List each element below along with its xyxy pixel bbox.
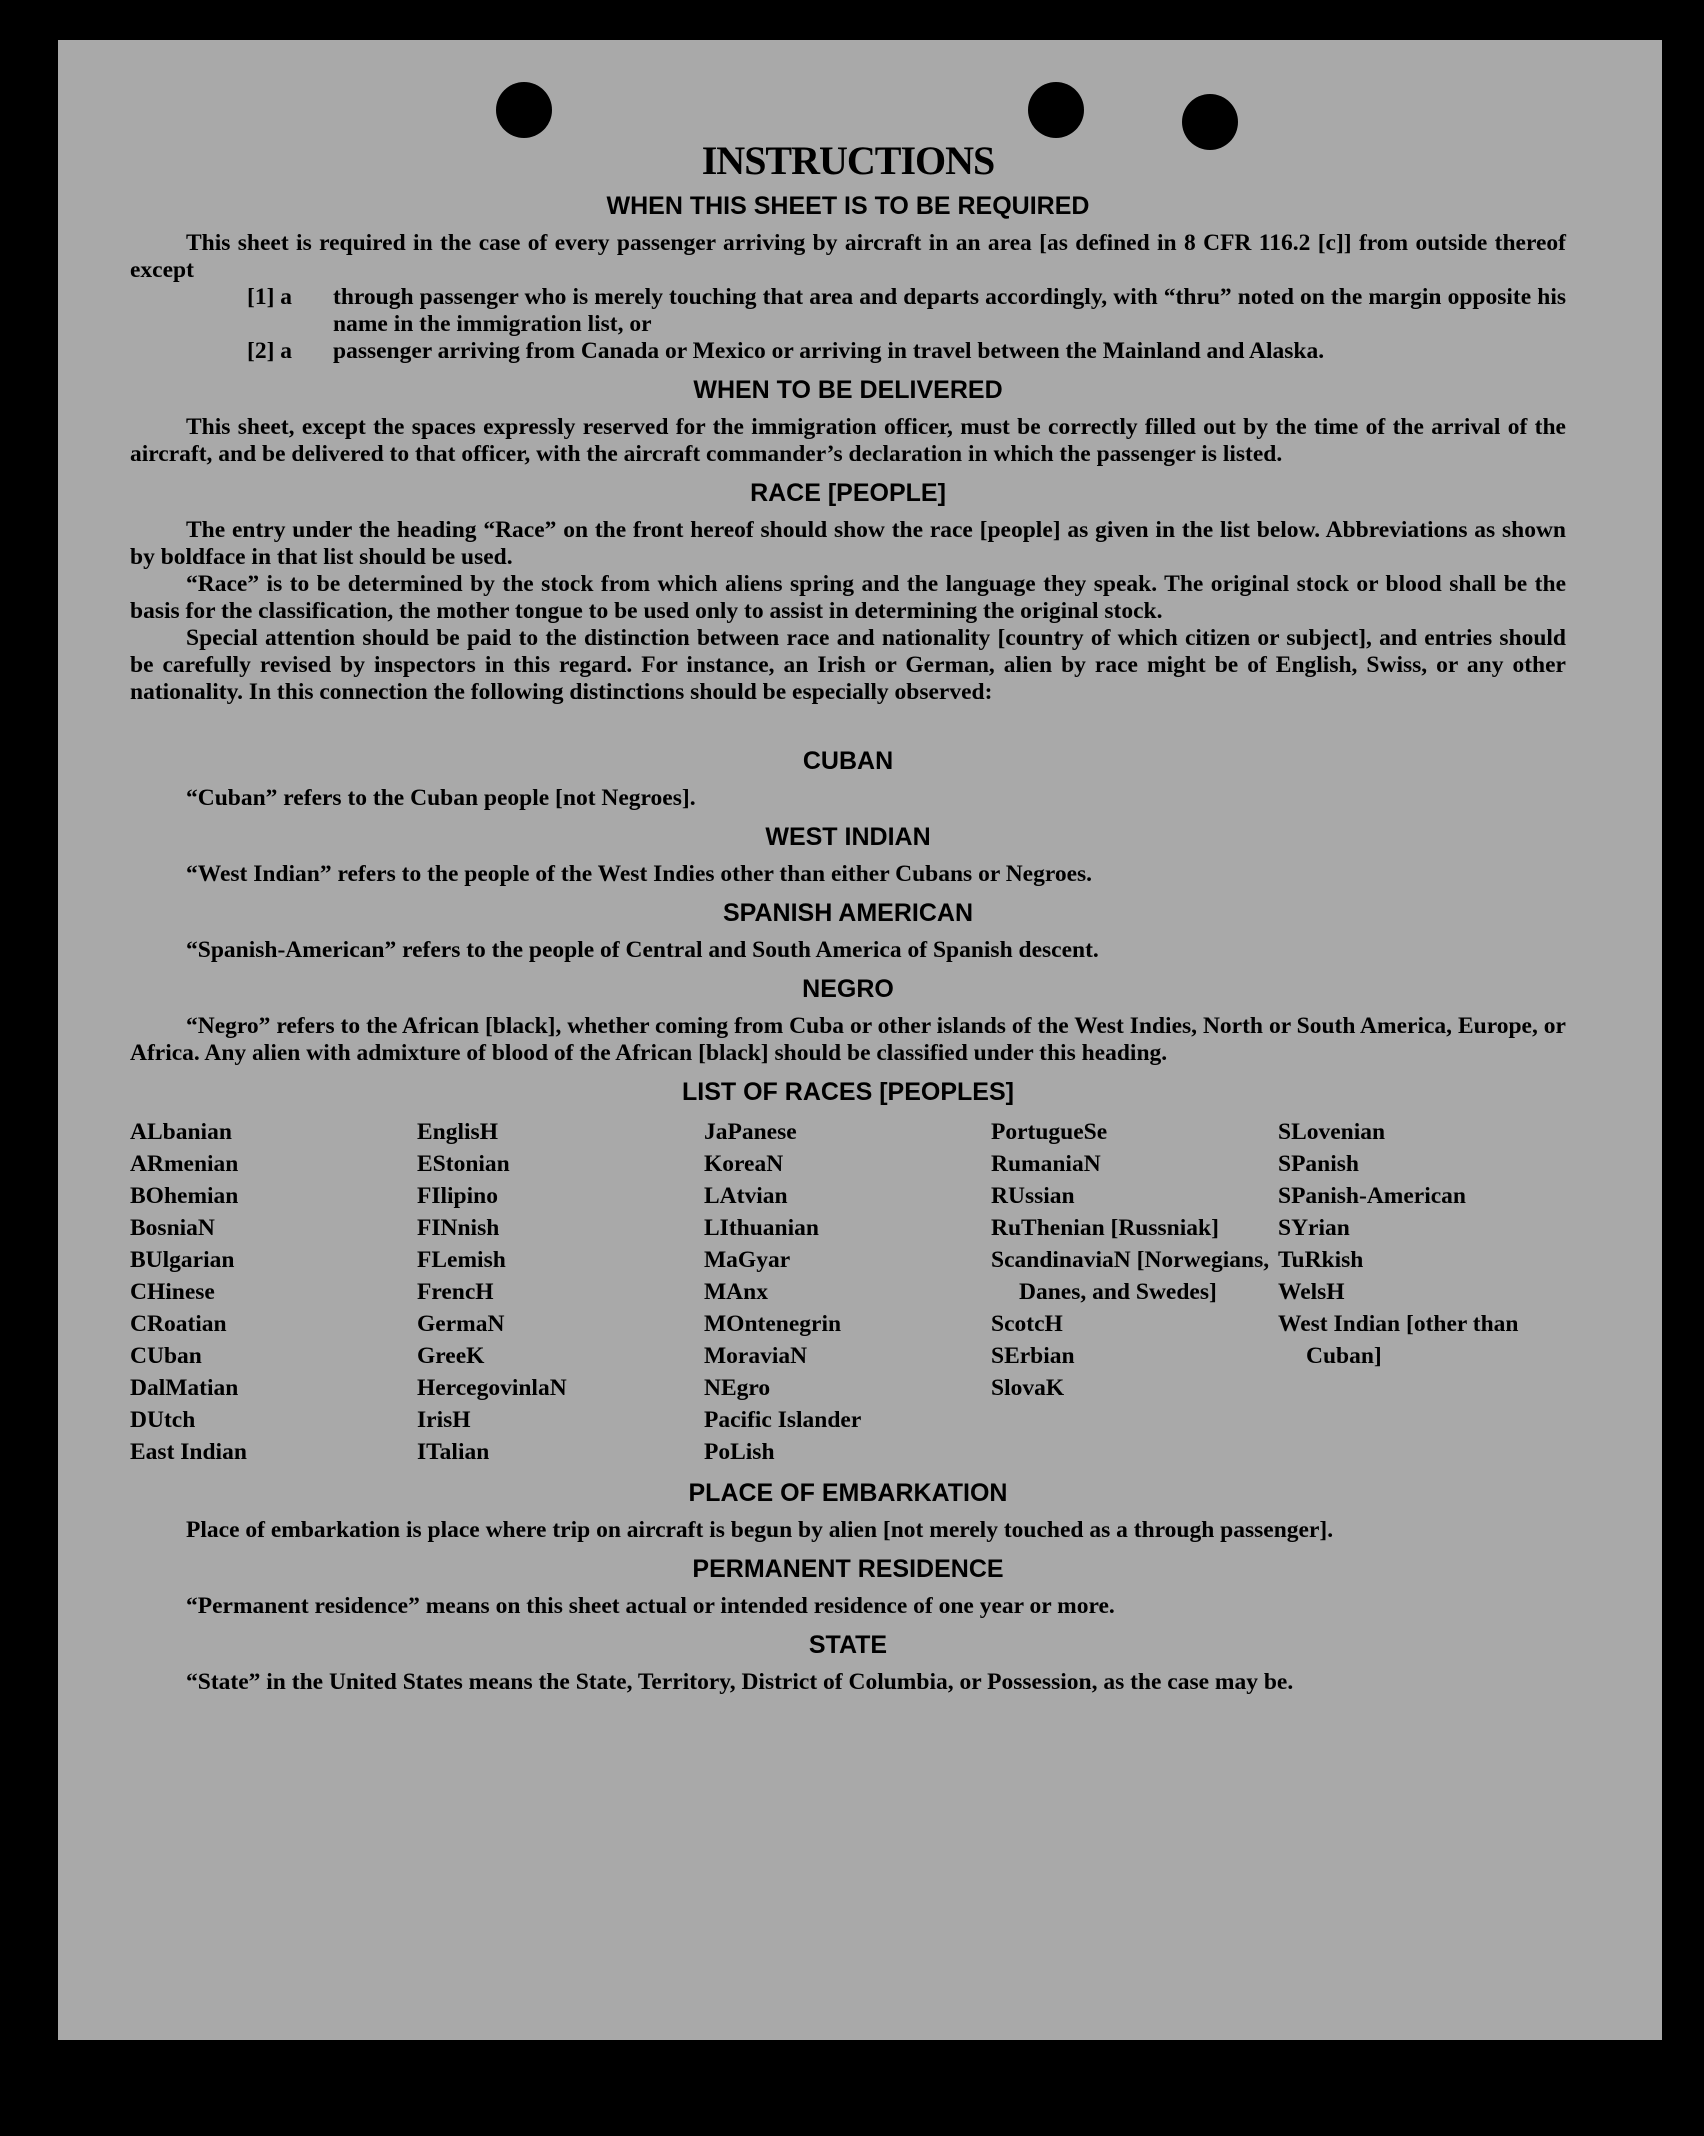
punch-hole-left <box>496 82 552 138</box>
spacer <box>130 706 1566 736</box>
race-item: IrisH <box>417 1407 471 1433</box>
cuban-text: “Cuban” refers to the Cuban people [not Negroes]. <box>186 785 696 811</box>
race-item: RUssian <box>991 1183 1075 1209</box>
race-item: BosniaN <box>130 1215 215 1241</box>
state-text: “State” in the United States means the State, Territory, District of Columbia, or Possession, as the case may be. <box>186 1669 1294 1695</box>
race-item: EnglisH <box>417 1119 498 1145</box>
race-item: FLemish <box>417 1247 506 1273</box>
heading-state: STATE <box>808 1631 888 1659</box>
race-item: DUtch <box>130 1407 196 1433</box>
exception-item-2 <box>247 338 1566 365</box>
race-item: SYrian <box>1278 1215 1350 1241</box>
race-item: NEgro <box>704 1375 771 1401</box>
exception-text: passenger arriving from Canada or Mexico or arriving in travel between the Mainland and Alaska. <box>333 338 1325 364</box>
race-item: LIthuanian <box>704 1215 819 1241</box>
heading-cuban: CUBAN <box>802 747 894 775</box>
exception-item-1 <box>247 284 1566 338</box>
race-item: West Indian [other than Cuban] <box>1278 1311 1519 1369</box>
race-item: FIlipino <box>417 1183 498 1209</box>
race-item: FINnish <box>417 1215 500 1241</box>
negro-text: “Negro” refers to the African [black], whether coming from Cuba or other islands of the West Indies, North or South America, Europe, or Africa. Any alien with admixture of blood of the African [black] should be classified under this heading. <box>130 1013 1566 1066</box>
heading-spanish-american: SPANISH AMERICAN <box>722 899 973 927</box>
race-item: MoraviaN <box>704 1343 808 1369</box>
race-item: EStonian <box>417 1151 510 1177</box>
race-item: MOntenegrin <box>704 1311 842 1337</box>
race-item: TuRkish <box>1278 1247 1364 1273</box>
race-item: ScotcH <box>991 1311 1063 1337</box>
race-column-2 <box>417 1116 704 1468</box>
race-item: SlovaK <box>991 1375 1065 1401</box>
race-paragraph-3: Special attention should be paid to the distinction between race and nationality [country of which citizen or subject], and entries should be carefully revised by inspectors in this regard. For instance, an Irish or German, alien by race might be of English, Swiss, or any other nationality. In this connection the following distinctions should be especially observed: <box>130 625 1566 705</box>
race-item: CUban <box>130 1343 202 1369</box>
heading-negro: NEGRO <box>802 975 894 1003</box>
race-item: WelsH <box>1278 1279 1345 1305</box>
race-paragraph-1: The entry under the heading “Race” on the front hereof should show the race [people] as given in the list below. Abbreviations as shown by boldface in that list should be used. <box>130 517 1566 570</box>
punch-hole-center <box>1028 82 1084 138</box>
heading-west-indian: WEST INDIAN <box>765 823 931 851</box>
race-item: Pacific Islander <box>704 1407 862 1433</box>
document-sheet <box>58 40 1662 2040</box>
race-item: LAtvian <box>704 1183 788 1209</box>
exception-number: [1] a <box>247 284 293 310</box>
permanent-residence-text: “Permanent residence” means on this sheet actual or intended residence of one year or more. <box>186 1593 1115 1619</box>
race-column-3 <box>704 1116 991 1468</box>
race-paragraph-2: “Race” is to be determined by the stock from which aliens spring and the language they speak. The original stock or blood shall be the basis for the classification, the mother tongue to be used only to assist in determining the original stock. <box>130 571 1566 624</box>
race-item: FrencH <box>417 1279 494 1305</box>
race-item: JaPanese <box>704 1119 797 1145</box>
spanish-american-text: “Spanish-American” refers to the people of Central and South America of Spanish descent. <box>186 937 1099 963</box>
race-column-1 <box>130 1116 417 1468</box>
exception-text: through passenger who is merely touching that area and departs accordingly, with “thru” noted on the margin opposite his name in the immigration list, or <box>333 284 1566 337</box>
race-item: PoLish <box>704 1439 775 1465</box>
heading-permanent-residence: PERMANENT RESIDENCE <box>692 1555 1004 1583</box>
race-list <box>130 1116 1566 1468</box>
race-item: SPanish <box>1278 1151 1359 1177</box>
when-required-intro: This sheet is required in the case of every passenger arriving by aircraft in an area [as defined in 8 CFR 116.2 [c]] from outside thereof except <box>130 230 1566 283</box>
page-title: INSTRUCTIONS <box>701 138 995 183</box>
race-item: BUlgarian <box>130 1247 235 1273</box>
race-item: SErbian <box>991 1343 1075 1369</box>
race-item: CHinese <box>130 1279 215 1305</box>
race-item: SPanish-American <box>1278 1183 1466 1209</box>
west-indian-text: “West Indian” refers to the people of the West Indies other than either Cubans or Negroes. <box>186 861 1093 887</box>
race-item: East Indian <box>130 1439 247 1465</box>
race-item: PortugueSe <box>991 1119 1108 1145</box>
race-item: GermaN <box>417 1311 505 1337</box>
heading-when-required: WHEN THIS SHEET IS TO BE REQUIRED <box>606 192 1090 220</box>
race-item: RumaniaN <box>991 1151 1101 1177</box>
race-item: KoreaN <box>704 1151 784 1177</box>
race-item: ScandinaviaN [Norwegians, Danes, and Swedes] <box>991 1247 1270 1305</box>
race-item: GreeK <box>417 1343 485 1369</box>
heading-list-of-races: LIST OF RACES [PEOPLES] <box>682 1078 1014 1106</box>
race-item: BOhemian <box>130 1183 239 1209</box>
race-item: RuThenian [Russniak] <box>991 1215 1219 1241</box>
race-item: CRoatian <box>130 1311 227 1337</box>
race-column-4 <box>991 1116 1278 1468</box>
race-item: ITalian <box>417 1439 490 1465</box>
race-item: MaGyar <box>704 1247 791 1273</box>
exception-number: [2] a <box>247 338 293 364</box>
race-item: HercegovinlaN <box>417 1375 567 1401</box>
heading-embarkation: PLACE OF EMBARKATION <box>688 1479 1008 1507</box>
embarkation-text: Place of embarkation is place where trip on aircraft is begun by alien [not merely touched as a through passenger]. <box>186 1517 1334 1543</box>
race-item: ARmenian <box>130 1151 239 1177</box>
instructions-content <box>130 136 1566 1696</box>
when-delivered-text: This sheet, except the spaces expressly reserved for the immigration officer, must be correctly filled out by the time of the arrival of the aircraft, and be delivered to that officer, with the aircraft commander’s declaration in which the passenger is listed. <box>130 414 1566 467</box>
race-item: MAnx <box>704 1279 768 1305</box>
heading-race: RACE [PEOPLE] <box>750 479 946 507</box>
race-item: SLovenian <box>1278 1119 1386 1145</box>
race-column-5 <box>1278 1116 1565 1468</box>
heading-when-delivered: WHEN TO BE DELIVERED <box>693 376 1003 404</box>
race-item: ALbanian <box>130 1119 232 1145</box>
race-item: DalMatian <box>130 1375 239 1401</box>
